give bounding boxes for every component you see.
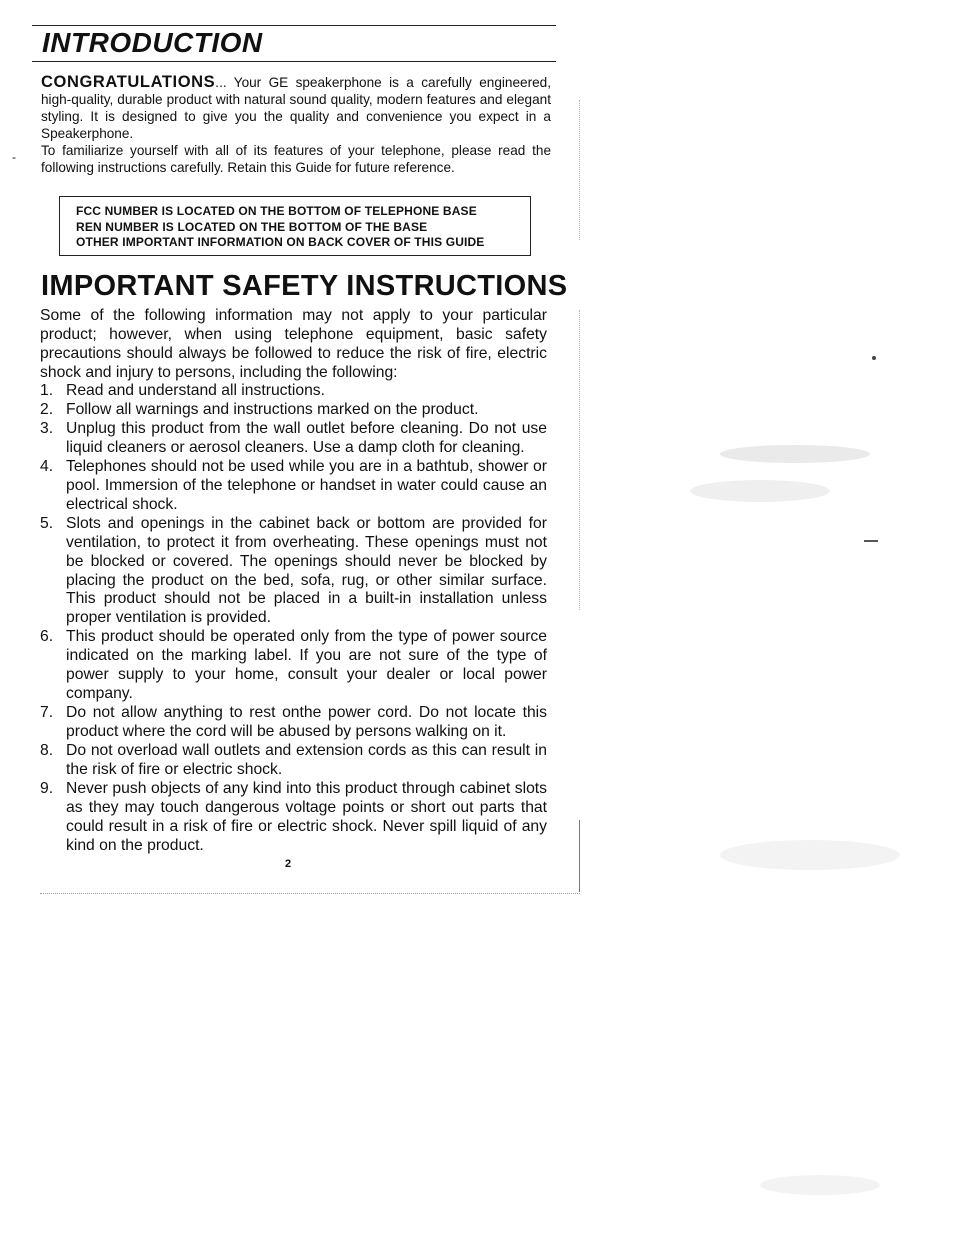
item-text: Slots and openings in the cabinet back or bottom are provided for ventilation, to protect it from overheating. These openings must not be blocked or covered. The openings should never be blocked by placing the product on the bed, sofa, rug, or other similar surface. This product should not be placed in a built-in installation unless proper ventilation is provided. [66,514,547,627]
scan-edge-artifact [579,100,580,240]
item-number: 7. [40,704,54,722]
safety-item [40,401,547,420]
page-title: INTRODUCTION [42,27,263,58]
notice-line-fcc: FCC NUMBER IS LOCATED ON THE BOTTOM OF TELEPHONE BASE [76,204,477,218]
safety-item [40,704,547,742]
item-text: Follow all warnings and instructions marked on the product. [66,400,479,418]
item-number: 5. [40,514,54,532]
scan-speckle [690,480,830,502]
item-text: Never push objects of any kind into this product through cabinet slots as they may touch dangerous voltage points or short out parts that could result in a risk of fire or electric shock. Never spill liquid of any kind on the product. [66,780,547,854]
intro-paragraph-text: ... Your GE speakerphone is a carefully engineered, high-quality, durable product with natural sound quality, modern features and elegant styling. It is designed to give you the quality and convenience you expect in a Speakerphone. [41,75,551,141]
scan-speckle [864,540,878,542]
item-text: Read and understand all instructions. [66,382,326,399]
item-number: 4. [40,457,54,475]
notice-box [59,196,531,256]
safety-item [40,515,547,629]
congratulations-lead: CONGRATULATIONS [41,73,216,91]
scan-edge-artifact [579,310,580,610]
safety-intro: Some of the following information may not apply to your particular product; however, when using telephone equipment, basic safety precautions should always be followed to reduce the risk of fire, electric shock and injury to persons, including the following: [40,307,547,381]
item-number: 2. [40,400,54,418]
page-number: 2 [285,858,292,870]
item-number: 6. [40,628,54,646]
scan-speckle [720,445,870,463]
scan-speckle [760,1175,880,1195]
item-text: Telephones should not be used while you are in a bathtub, shower or pool. Immersion of the telephone or handset in water could cause an electrical shock. [66,457,547,513]
section-title-safety: IMPORTANT SAFETY INSTRUCTIONS [41,270,568,302]
scan-speckle [872,356,876,360]
intro-paragraph [41,74,551,142]
item-number: 1. [40,382,54,399]
item-text: Do not allow anything to rest onthe power cord. Do not locate this product where the cord will be abused by persons walking on it. [66,704,547,741]
safety-item [40,420,547,458]
safety-item [40,458,547,515]
notice-line-other: OTHER IMPORTANT INFORMATION ON BACK COVER OF THIS GUIDE [76,235,485,249]
item-number: 3. [40,419,54,437]
intro-section [41,74,551,176]
item-text: Unplug this product from the wall outlet before cleaning. Do not use liquid cleaners or aerosol cleaners. Use a damp cloth for cleaning. [66,419,547,456]
safety-item [40,742,547,780]
item-text: This product should be operated only from the type of power source indicated on the marking label. If you are not sure of the type of power supply to your home, consult your dealer or local power company. [66,628,547,703]
safety-item [40,780,547,856]
notice-line-ren: REN NUMBER IS LOCATED ON THE BOTTOM OF THE BASE [76,219,428,234]
scan-speckle [720,840,900,870]
item-number: 8. [40,742,54,760]
safety-item [40,382,547,401]
item-text: Do not overload wall outlets and extension cords as this can result in the risk of fire or electric shock. [66,742,547,779]
intro-paragraph-2: To familiarize yourself with all of its features of your telephone, please read the following instructions carefully. Retain this Guide for future reference. [41,143,551,175]
safety-list [40,382,547,856]
scan-edge-artifact [579,820,580,892]
margin-mark: - [12,150,16,164]
scan-bottom-artifact [40,893,580,894]
safety-item [40,628,547,704]
item-number: 9. [40,780,54,798]
header-bottom-rule [32,61,556,62]
